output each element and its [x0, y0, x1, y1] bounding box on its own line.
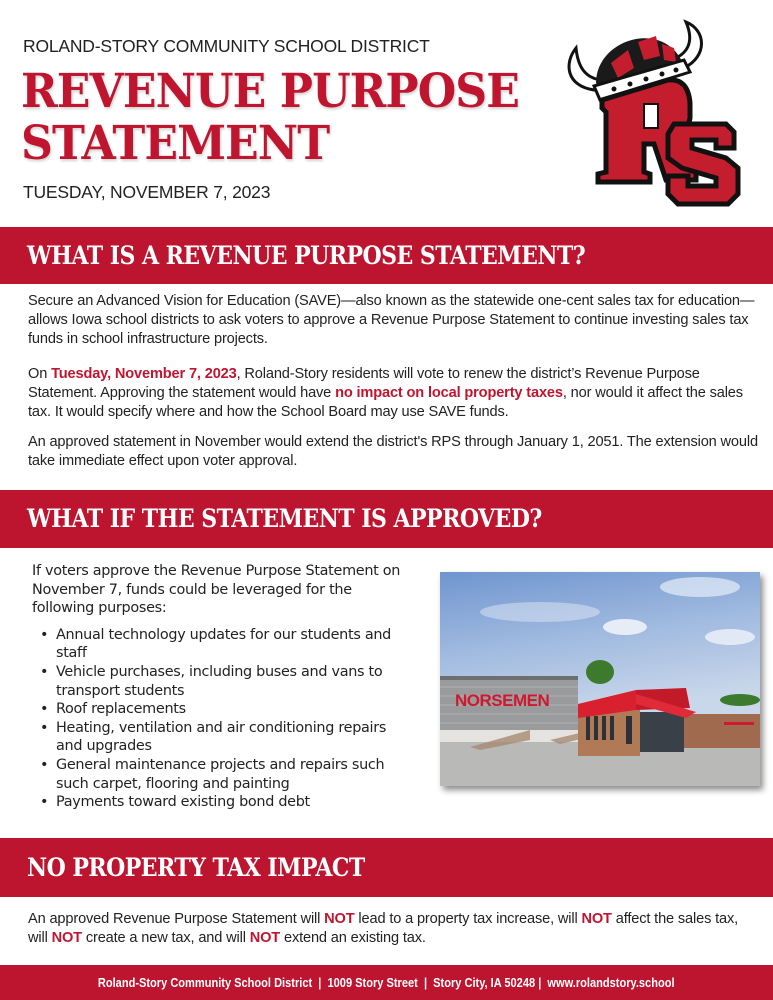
page-title-line1: REVENUE PURPOSE	[21, 64, 519, 119]
list-item: • Heating, ventilation and air conditioning repairs and upgrades	[32, 719, 412, 756]
footer-bar	[0, 965, 773, 1000]
not-emphasis: NOT	[581, 911, 612, 927]
paragraph-text: On	[28, 366, 52, 382]
paragraph-text: extend an existing tax.	[280, 930, 426, 947]
purposes-column	[32, 562, 412, 812]
list-item: • Payments toward existing bond debt	[32, 793, 412, 812]
no-tax-impact-paragraph	[28, 910, 758, 948]
svg-text:NORSEMEN: NORSEMEN	[455, 691, 550, 710]
page-title	[21, 66, 519, 170]
purposes-intro: If voters approve the Revenue Purpose Statement on November 7, funds could be leveraged for the following purposes:	[32, 563, 401, 617]
section-header-no-tax-impact	[0, 838, 773, 897]
paragraph-text: affect the sales tax, will	[28, 911, 739, 947]
not-emphasis: NOT	[249, 930, 281, 947]
vote-date-paragraph	[28, 365, 758, 423]
section-heading: WHAT IS A REVENUE PURPOSE STATEMENT?	[27, 240, 586, 270]
page-title-line2: STATEMENT	[21, 116, 330, 171]
highlight-no-impact: no impact on local property taxes	[335, 385, 563, 402]
list-item: • General maintenance projects and repairs such such carpet, flooring and painting	[32, 756, 412, 793]
paragraph-text: , nor would it affect the sales tax. It would specify where and how the School Board may use SAVE funds.	[28, 385, 743, 421]
section-header-what-is-rps	[0, 227, 773, 284]
paragraph-text: create a new tax, and will	[81, 930, 250, 947]
paragraph-text: lead to a property tax increase, will	[354, 911, 582, 927]
paragraph-text: , Roland-Story residents will vote to renew the district’s Revenue Purpose Statement. Approving the statement would have	[28, 366, 700, 402]
highlight-date: Tuesday, November 7, 2023	[51, 366, 237, 382]
extension-paragraph: An approved statement in November would extend the district's RPS through January 1, 2051. The extension would take immediate effect upon voter approval.	[28, 434, 758, 470]
not-emphasis: NOT	[51, 930, 82, 947]
viking-helmet-rs-logo-icon	[556, 8, 746, 208]
paragraph-text: An approved Revenue Purpose Statement will	[28, 911, 325, 927]
not-emphasis: NOT	[324, 911, 355, 927]
district-name: ROLAND-STORY COMMUNITY SCHOOL DISTRICT	[23, 36, 430, 56]
list-item: • Annual technology updates for our students and staff	[32, 626, 412, 663]
list-item: • Roof replacements	[32, 700, 412, 719]
list-item: • Vehicle purchases, including buses and vans to transport students	[32, 663, 412, 700]
school-building-photo	[440, 572, 760, 786]
section-header-if-approved	[0, 490, 773, 548]
footer-contact-text: Roland-Story Community School District | 1009 Story Street | Story City, IA 50248 | www.rolandstory.school	[98, 975, 675, 990]
section-heading: WHAT IF THE STATEMENT IS APPROVED?	[27, 504, 542, 533]
election-date: TUESDAY, NOVEMBER 7, 2023	[23, 182, 271, 202]
section-heading: NO PROPERTY TAX IMPACT	[27, 852, 365, 882]
purposes-list	[32, 626, 412, 812]
save-explanation-paragraph: Secure an Advanced Vision for Education (SAVE)—also known as the statewide one-cent sales tax for education—allows Iowa school districts to ask voters to approve a Revenue Purpose Statement to continue investing sales tax funds in school infrastructure projects.	[28, 293, 755, 348]
